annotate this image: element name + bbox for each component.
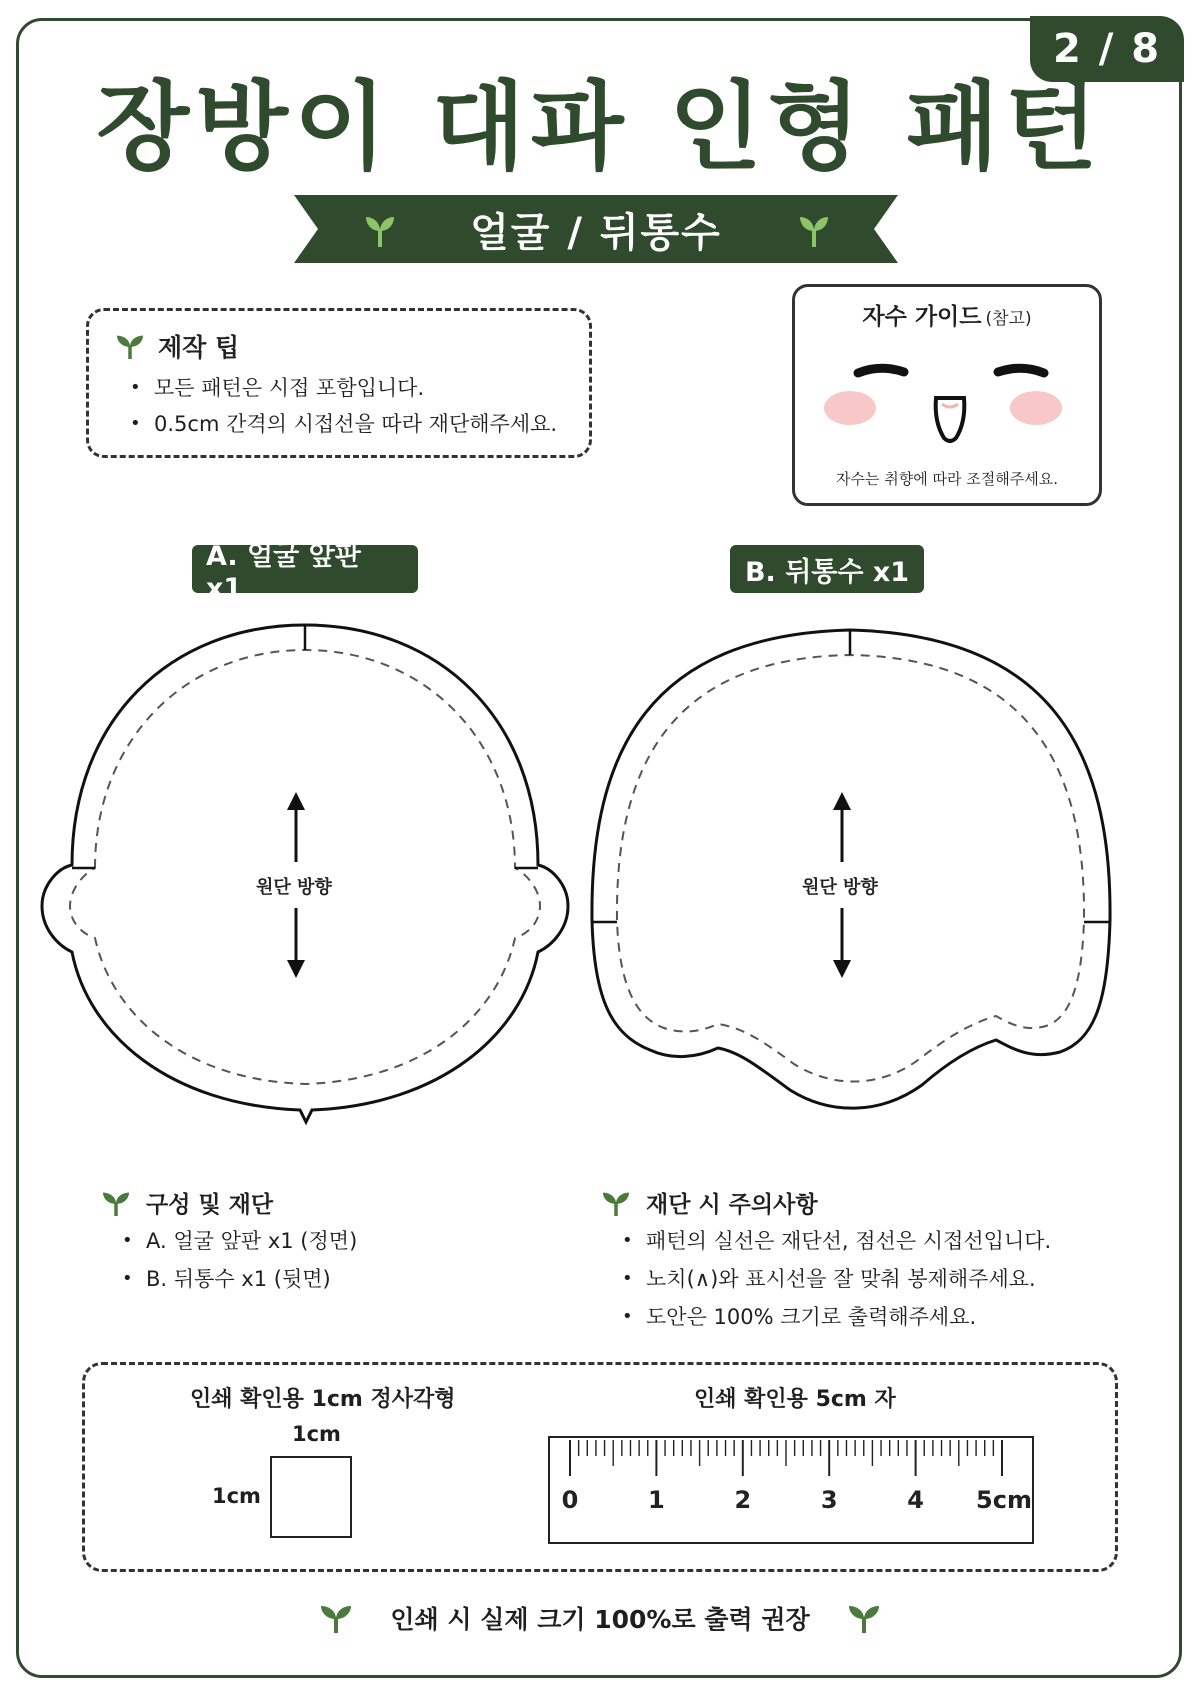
sprout-icon	[320, 1603, 352, 1633]
ruler-label: 5cm	[976, 1486, 1032, 1514]
list-item: • 도안은 100% 크기로 출력해주세요.	[622, 1305, 977, 1329]
sprout-icon	[102, 1190, 130, 1216]
list-item: • 모든 패턴은 시접 포함입니다.	[130, 376, 425, 400]
back-head-pattern	[592, 630, 1110, 1108]
five-cm-ruler	[548, 1436, 1034, 1544]
cautions-title: 재단 시 주의사항	[602, 1186, 818, 1219]
square-check-title: 인쇄 확인용 1cm 정사각형	[190, 1387, 456, 1412]
grain-direction-label: 원단 방향	[256, 877, 332, 898]
composition-list	[122, 1222, 357, 1298]
ruler-label: 3	[820, 1486, 838, 1514]
page-indicator: 2 / 8	[1030, 16, 1184, 82]
list-item: • 패턴의 실선은 재단선, 점선은 시접선입니다.	[622, 1229, 1052, 1253]
sprout-icon	[116, 333, 144, 359]
ruler-check-title: 인쇄 확인용 5cm 자	[694, 1387, 896, 1412]
list-item: • A. 얼굴 앞판 x1 (정면)	[122, 1229, 358, 1253]
list-item: • B. 뒤통수 x1 (뒷면)	[122, 1267, 331, 1291]
list-item: • 노치(∧)와 표시선을 잘 맞춰 봉제해주세요.	[622, 1267, 1036, 1291]
one-cm-square	[270, 1456, 352, 1538]
embroidery-guide-title: 자수 가이드 (참고)	[862, 304, 1032, 330]
ruler-label: 1	[648, 1486, 665, 1514]
tips-title: 제작 팁	[116, 328, 239, 364]
piece-label-b: B. 뒤통수 x1	[730, 545, 924, 593]
piece-label-a: A. 얼굴 앞판 x1	[192, 545, 418, 593]
footer	[0, 1600, 1200, 1636]
embroidery-guide-note: 자수는 취향에 따라 조절해주세요.	[836, 470, 1058, 488]
ruler-label: 4	[907, 1486, 924, 1514]
composition-title: 구성 및 재단	[102, 1186, 273, 1219]
ruler-label: 0	[561, 1486, 579, 1514]
square-side-label: 1cm	[212, 1484, 261, 1508]
ruler-label: 2	[734, 1486, 752, 1514]
subtitle: 얼굴 / 뒤통수	[470, 209, 722, 256]
tips-list	[130, 370, 557, 442]
pattern-pieces	[0, 600, 1200, 1160]
list-item: • 0.5cm 간격의 시접선을 따라 재단해주세요.	[130, 412, 558, 436]
page-title: 장방이 대파 인형 패턴	[96, 71, 1104, 183]
face-illustration	[800, 350, 1100, 460]
grain-direction-label: 원단 방향	[802, 877, 878, 898]
sprout-icon	[848, 1603, 880, 1633]
cautions-list	[622, 1222, 1051, 1336]
sprout-icon	[602, 1190, 630, 1216]
footer-text: 인쇄 시 실제 크기 100%로 출력 권장	[390, 1605, 810, 1634]
square-top-label: 1cm	[292, 1422, 341, 1446]
